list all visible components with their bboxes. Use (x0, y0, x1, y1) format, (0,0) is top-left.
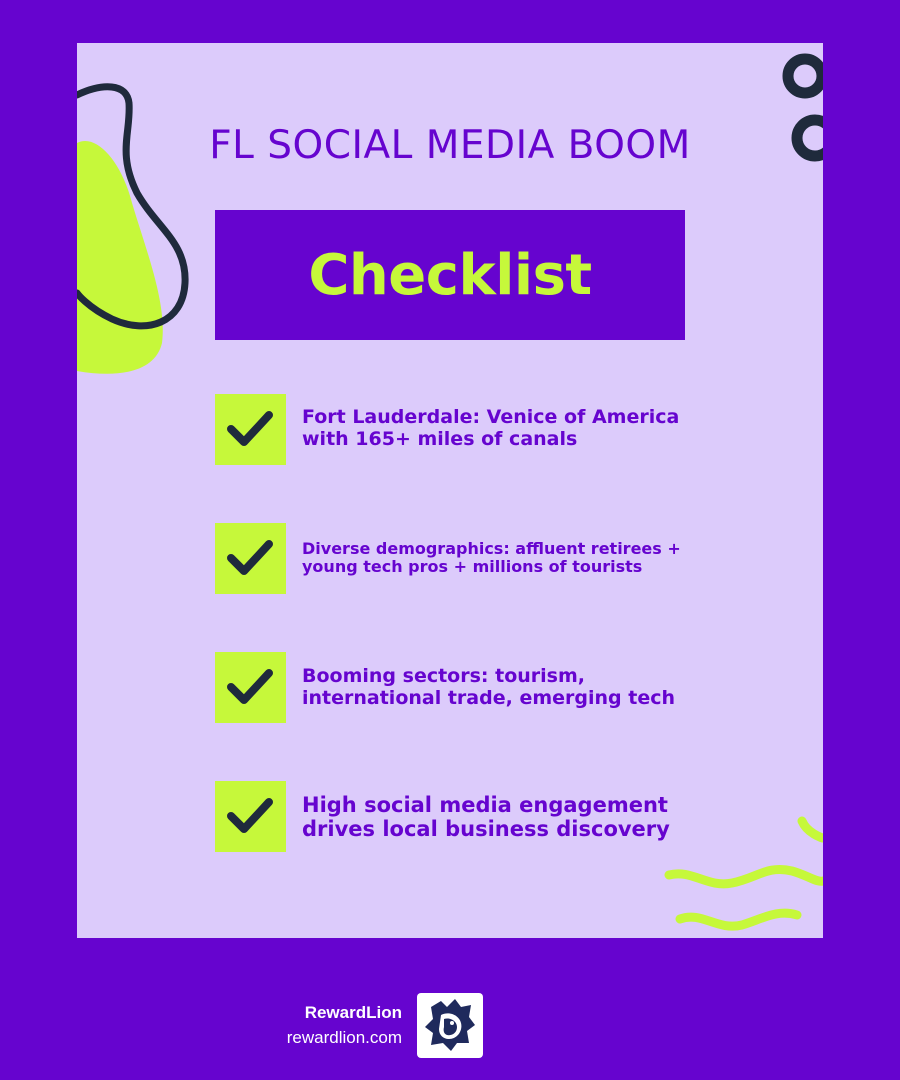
checkmark-icon (227, 409, 273, 449)
checklist-item (215, 781, 775, 852)
checklist-item (215, 652, 775, 723)
lime-squiggle-shape (802, 821, 823, 838)
dark-ring-shape (788, 59, 822, 93)
checklist-item-text: Diverse demographics: affluent retirees + young tech pros + millions of tourists (302, 539, 681, 577)
lime-blob-shape (77, 141, 163, 374)
footer-brand (287, 1003, 402, 1048)
checklist-item-text: Booming sectors: tourism, international trade, emerging tech (302, 665, 675, 709)
page-title: Checklist (308, 242, 592, 308)
checkmark-icon (227, 667, 273, 707)
title-banner (215, 210, 685, 340)
checkbox-checked[interactable] (215, 394, 286, 465)
checkbox-checked[interactable] (215, 781, 286, 852)
checkmark-icon (227, 538, 273, 578)
checkbox-checked[interactable] (215, 652, 286, 723)
brand-url[interactable]: rewardlion.com (286, 1028, 402, 1047)
lime-squiggle-shape (680, 913, 797, 926)
lion-head-icon (417, 993, 483, 1058)
brand-logo[interactable] (417, 993, 483, 1058)
page-subtitle: FL SOCIAL MEDIA BOOM (209, 123, 691, 168)
checklist-card (77, 43, 823, 938)
checklist-item-text: High social media engagement drives local business discovery (302, 793, 670, 842)
checkbox-checked[interactable] (215, 523, 286, 594)
brand-name: RewardLion (304, 1003, 402, 1022)
lime-squiggle-shape (669, 869, 823, 883)
checklist-item (215, 394, 775, 465)
checkmark-icon (227, 796, 273, 836)
checklist-item-text: Fort Lauderdale: Venice of America with 165+ miles of canals (302, 406, 680, 450)
checklist-item (215, 523, 775, 594)
